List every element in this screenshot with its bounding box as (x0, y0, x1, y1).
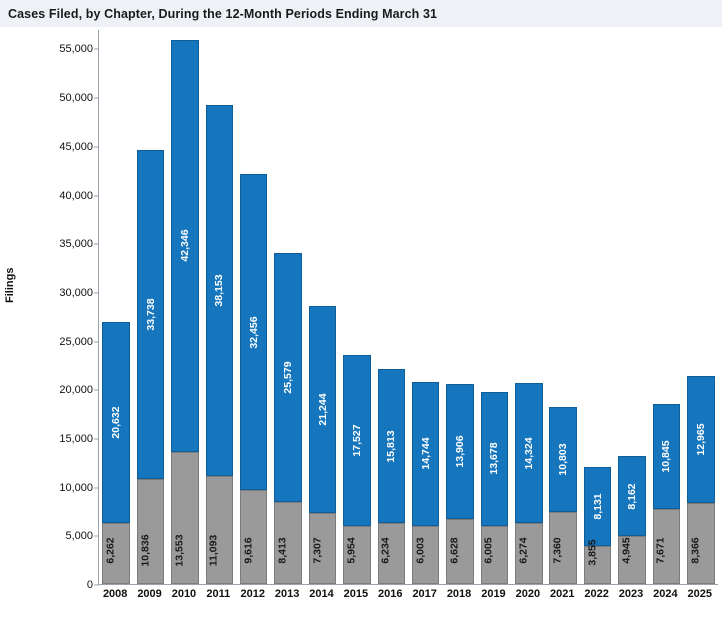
bar-value-label-chapter7: 10,845 (660, 440, 673, 473)
y-tick-label: 0 (86, 579, 93, 591)
bar-value-label-chapter13: 6,234 (379, 536, 392, 564)
bar-value-label-chapter13: 3,855 (586, 539, 599, 566)
bar-column[interactable] (481, 30, 509, 584)
bar-value-label-chapter7: 10,803 (556, 443, 569, 476)
bar-value-label-chapter7: 32,456 (247, 316, 260, 349)
bar-value-label-chapter7: 38,153 (213, 274, 226, 307)
x-tick-label: 2023 (618, 588, 644, 600)
bar-column[interactable] (343, 30, 371, 584)
x-tick-label: 2008 (102, 588, 128, 600)
bar-column[interactable] (240, 30, 268, 584)
bar-column[interactable] (515, 30, 543, 584)
bar-value-label-chapter7: 13,906 (453, 435, 466, 468)
y-tick-label: 40,000 (59, 189, 93, 202)
bar-column[interactable] (618, 30, 646, 584)
x-tick-label: 2011 (206, 588, 231, 600)
x-tick-label: 2018 (446, 588, 472, 600)
x-tick-label: 2015 (343, 588, 369, 600)
bar-value-label-chapter13: 11,093 (207, 534, 220, 566)
bar-value-label-chapter13: 5,954 (345, 536, 358, 564)
bar-segment-chapter13[interactable] (137, 479, 165, 585)
bar-column[interactable] (274, 30, 302, 584)
bar-value-label-chapter7: 14,324 (522, 437, 535, 470)
bar-value-label-chapter7: 17,527 (350, 424, 363, 457)
x-tick-label: 2012 (240, 588, 265, 600)
bar-value-label-chapter13: 6,005 (482, 536, 495, 564)
x-tick-label: 2019 (481, 588, 506, 600)
bar-value-label-chapter7: 13,678 (488, 442, 501, 476)
x-tick-label: 2021 (549, 588, 575, 600)
bar-value-label-chapter13: 4,945 (620, 536, 633, 564)
x-tick-label: 2016 (378, 588, 403, 600)
bar-segment-chapter13[interactable] (206, 476, 234, 584)
y-tick-mark (94, 585, 99, 586)
bar-value-label-chapter7: 15,813 (385, 430, 398, 463)
bar-value-label-chapter13: 6,262 (104, 536, 117, 564)
bar-value-label-chapter7: 33,738 (144, 298, 157, 331)
y-tick-label: 45,000 (59, 140, 93, 153)
bar-value-label-chapter13: 7,671 (654, 536, 667, 564)
x-axis-ticks (98, 587, 718, 607)
bar-column[interactable] (412, 30, 440, 584)
bar-value-label-chapter13: 6,003 (414, 536, 427, 564)
bar-value-label-chapter13: 7,307 (311, 536, 324, 564)
bar-value-label-chapter13: 6,628 (448, 536, 461, 564)
x-tick-label: 2025 (687, 588, 713, 600)
bar-column[interactable] (687, 30, 715, 584)
bar-column[interactable] (378, 30, 406, 584)
y-tick-label: 25,000 (59, 335, 93, 348)
page-title: Cases Filed, by Chapter, During the 12-Month Periods Ending March 31 (8, 6, 438, 21)
bar-value-label-chapter7: 8,162 (625, 482, 638, 510)
bar-column[interactable] (446, 30, 474, 584)
bar-column[interactable] (309, 30, 337, 584)
bar-value-label-chapter13: 7,360 (551, 536, 564, 564)
bar-value-label-chapter7: 12,965 (694, 423, 707, 456)
x-tick-label: 2014 (309, 588, 334, 600)
bar-value-label-chapter13: 13,553 (173, 533, 186, 567)
y-tick-label: 15,000 (59, 432, 93, 445)
bar-column[interactable] (102, 30, 130, 584)
bar-column[interactable] (137, 30, 165, 584)
y-tick-label: 35,000 (59, 238, 93, 251)
y-tick-label: 10,000 (59, 481, 93, 494)
bar-value-label-chapter7: 25,579 (281, 361, 294, 394)
x-tick-label: 2009 (137, 588, 162, 600)
bar-value-label-chapter13: 9,616 (242, 536, 255, 564)
chart-body (0, 27, 722, 632)
bar-column[interactable] (171, 30, 199, 584)
x-tick-label: 2017 (412, 588, 437, 600)
bar-value-label-chapter13: 8,413 (276, 536, 289, 564)
y-axis-label: Filings (4, 267, 16, 303)
bar-column[interactable] (584, 30, 612, 584)
x-tick-label: 2020 (515, 588, 541, 600)
bar-value-label-chapter7: 42,346 (178, 229, 191, 262)
bar-value-label-chapter13: 10,836 (139, 533, 152, 567)
plot-area (59, 30, 718, 591)
y-tick-label: 5,000 (65, 530, 93, 543)
bar-value-label-chapter13: 8,366 (689, 536, 702, 564)
y-tick-label: 50,000 (59, 92, 93, 105)
y-tick-label: 55,000 (59, 43, 93, 56)
bar-value-label-chapter7: 8,131 (591, 493, 604, 521)
y-tick-label: 20,000 (59, 384, 93, 397)
bar-value-label-chapter7: 21,244 (316, 393, 329, 426)
bar-column[interactable] (549, 30, 577, 584)
bars-group (99, 30, 718, 584)
bar-value-label-chapter7: 14,744 (419, 437, 432, 470)
x-tick-label: 2010 (171, 588, 197, 600)
bar-column[interactable] (206, 30, 234, 584)
x-tick-label: 2013 (274, 588, 300, 600)
chart-title-bar (0, 0, 722, 27)
bar-column[interactable] (653, 30, 681, 584)
bar-value-label-chapter7: 20,632 (109, 406, 122, 439)
y-tick-label: 30,000 (59, 286, 93, 299)
bar-value-label-chapter13: 6,274 (517, 536, 530, 564)
x-tick-label: 2024 (653, 588, 678, 600)
x-tick-label: 2022 (584, 588, 609, 600)
